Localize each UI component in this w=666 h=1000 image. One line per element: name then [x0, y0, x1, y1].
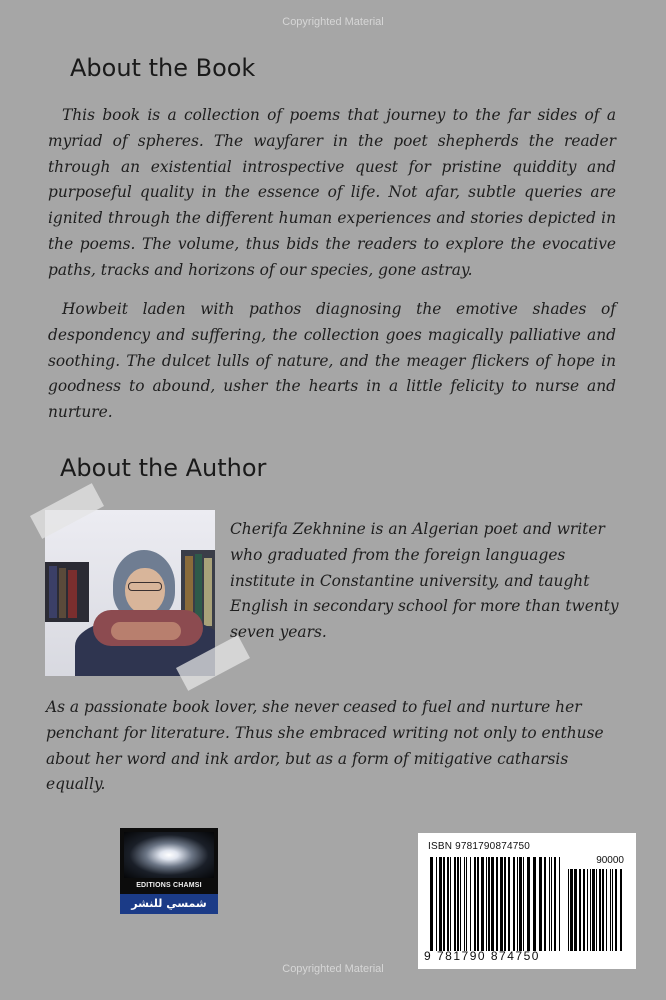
sun-glow-icon: [124, 832, 214, 878]
barcode-digits: 9 781790 874750: [424, 949, 540, 963]
book-spine: [68, 570, 77, 618]
isbn-barcode: [418, 833, 636, 969]
author-glasses: [128, 582, 162, 591]
watermark-top: Copyrighted Material: [282, 16, 384, 28]
book-spine: [59, 568, 66, 618]
about-author-heading: About the Author: [60, 454, 267, 482]
barcode-addon-bars: [568, 869, 624, 951]
about-book-paragraph-1: This book is a collection of poems that journey to the far sides of a myriad of spheres. The wayfarer in the poet shepherds the reader through an existential introspective quest for pristine quiddity and purposeful quality in the essence of life. Not afar, subtle queries are ignited through the different human experiences and stories depicted in the poems. The volume, thus bids the readers to explore the evocative paths, tracks and horizons of our species, gone astray.: [48, 106, 616, 279]
publisher-arabic-name: شمسي للنشر: [120, 894, 218, 914]
author-scarf-pattern: [111, 622, 181, 640]
barcode-main-bars: [430, 857, 560, 951]
publisher-name: EDITIONS CHAMSI: [136, 882, 202, 889]
book-spine: [204, 558, 212, 626]
about-author-paragraph-1: Cherifa Zekhnine is an Algerian poet and writer who graduated from the foreign languages institute in Constantine university, and taught English in secondary school for more than twenty seven years.: [230, 520, 619, 642]
author-photo-frame: [28, 498, 248, 696]
about-author-paragraph-2: As a passionate book lover, she never ceased to fuel and nurture her penchant for literature. Thus she embraced writing not only to enthuse about her word and ink ardor, but as a form of mitigative catharsis equally.: [46, 698, 604, 794]
watermark-bottom: Copyrighted Material: [282, 963, 384, 975]
publisher-logo: [120, 828, 218, 914]
about-book-heading: About the Book: [70, 54, 256, 82]
about-book-paragraph-2: Howbeit laden with pathos diagnosing the emotive shades of despondency and suffering, the collection goes magically palliative and soothing. The dulcet lulls of nature, and the meager flickers of hope in goodness to abound, usher the hearts in a little felicity to nurse and nurture.: [48, 300, 616, 422]
author-photo: [45, 510, 215, 676]
book-spine: [49, 566, 57, 618]
isbn-label: ISBN 9781790874750: [428, 841, 531, 852]
author-face: [125, 568, 165, 614]
barcode-addon-number: 90000: [596, 855, 624, 866]
